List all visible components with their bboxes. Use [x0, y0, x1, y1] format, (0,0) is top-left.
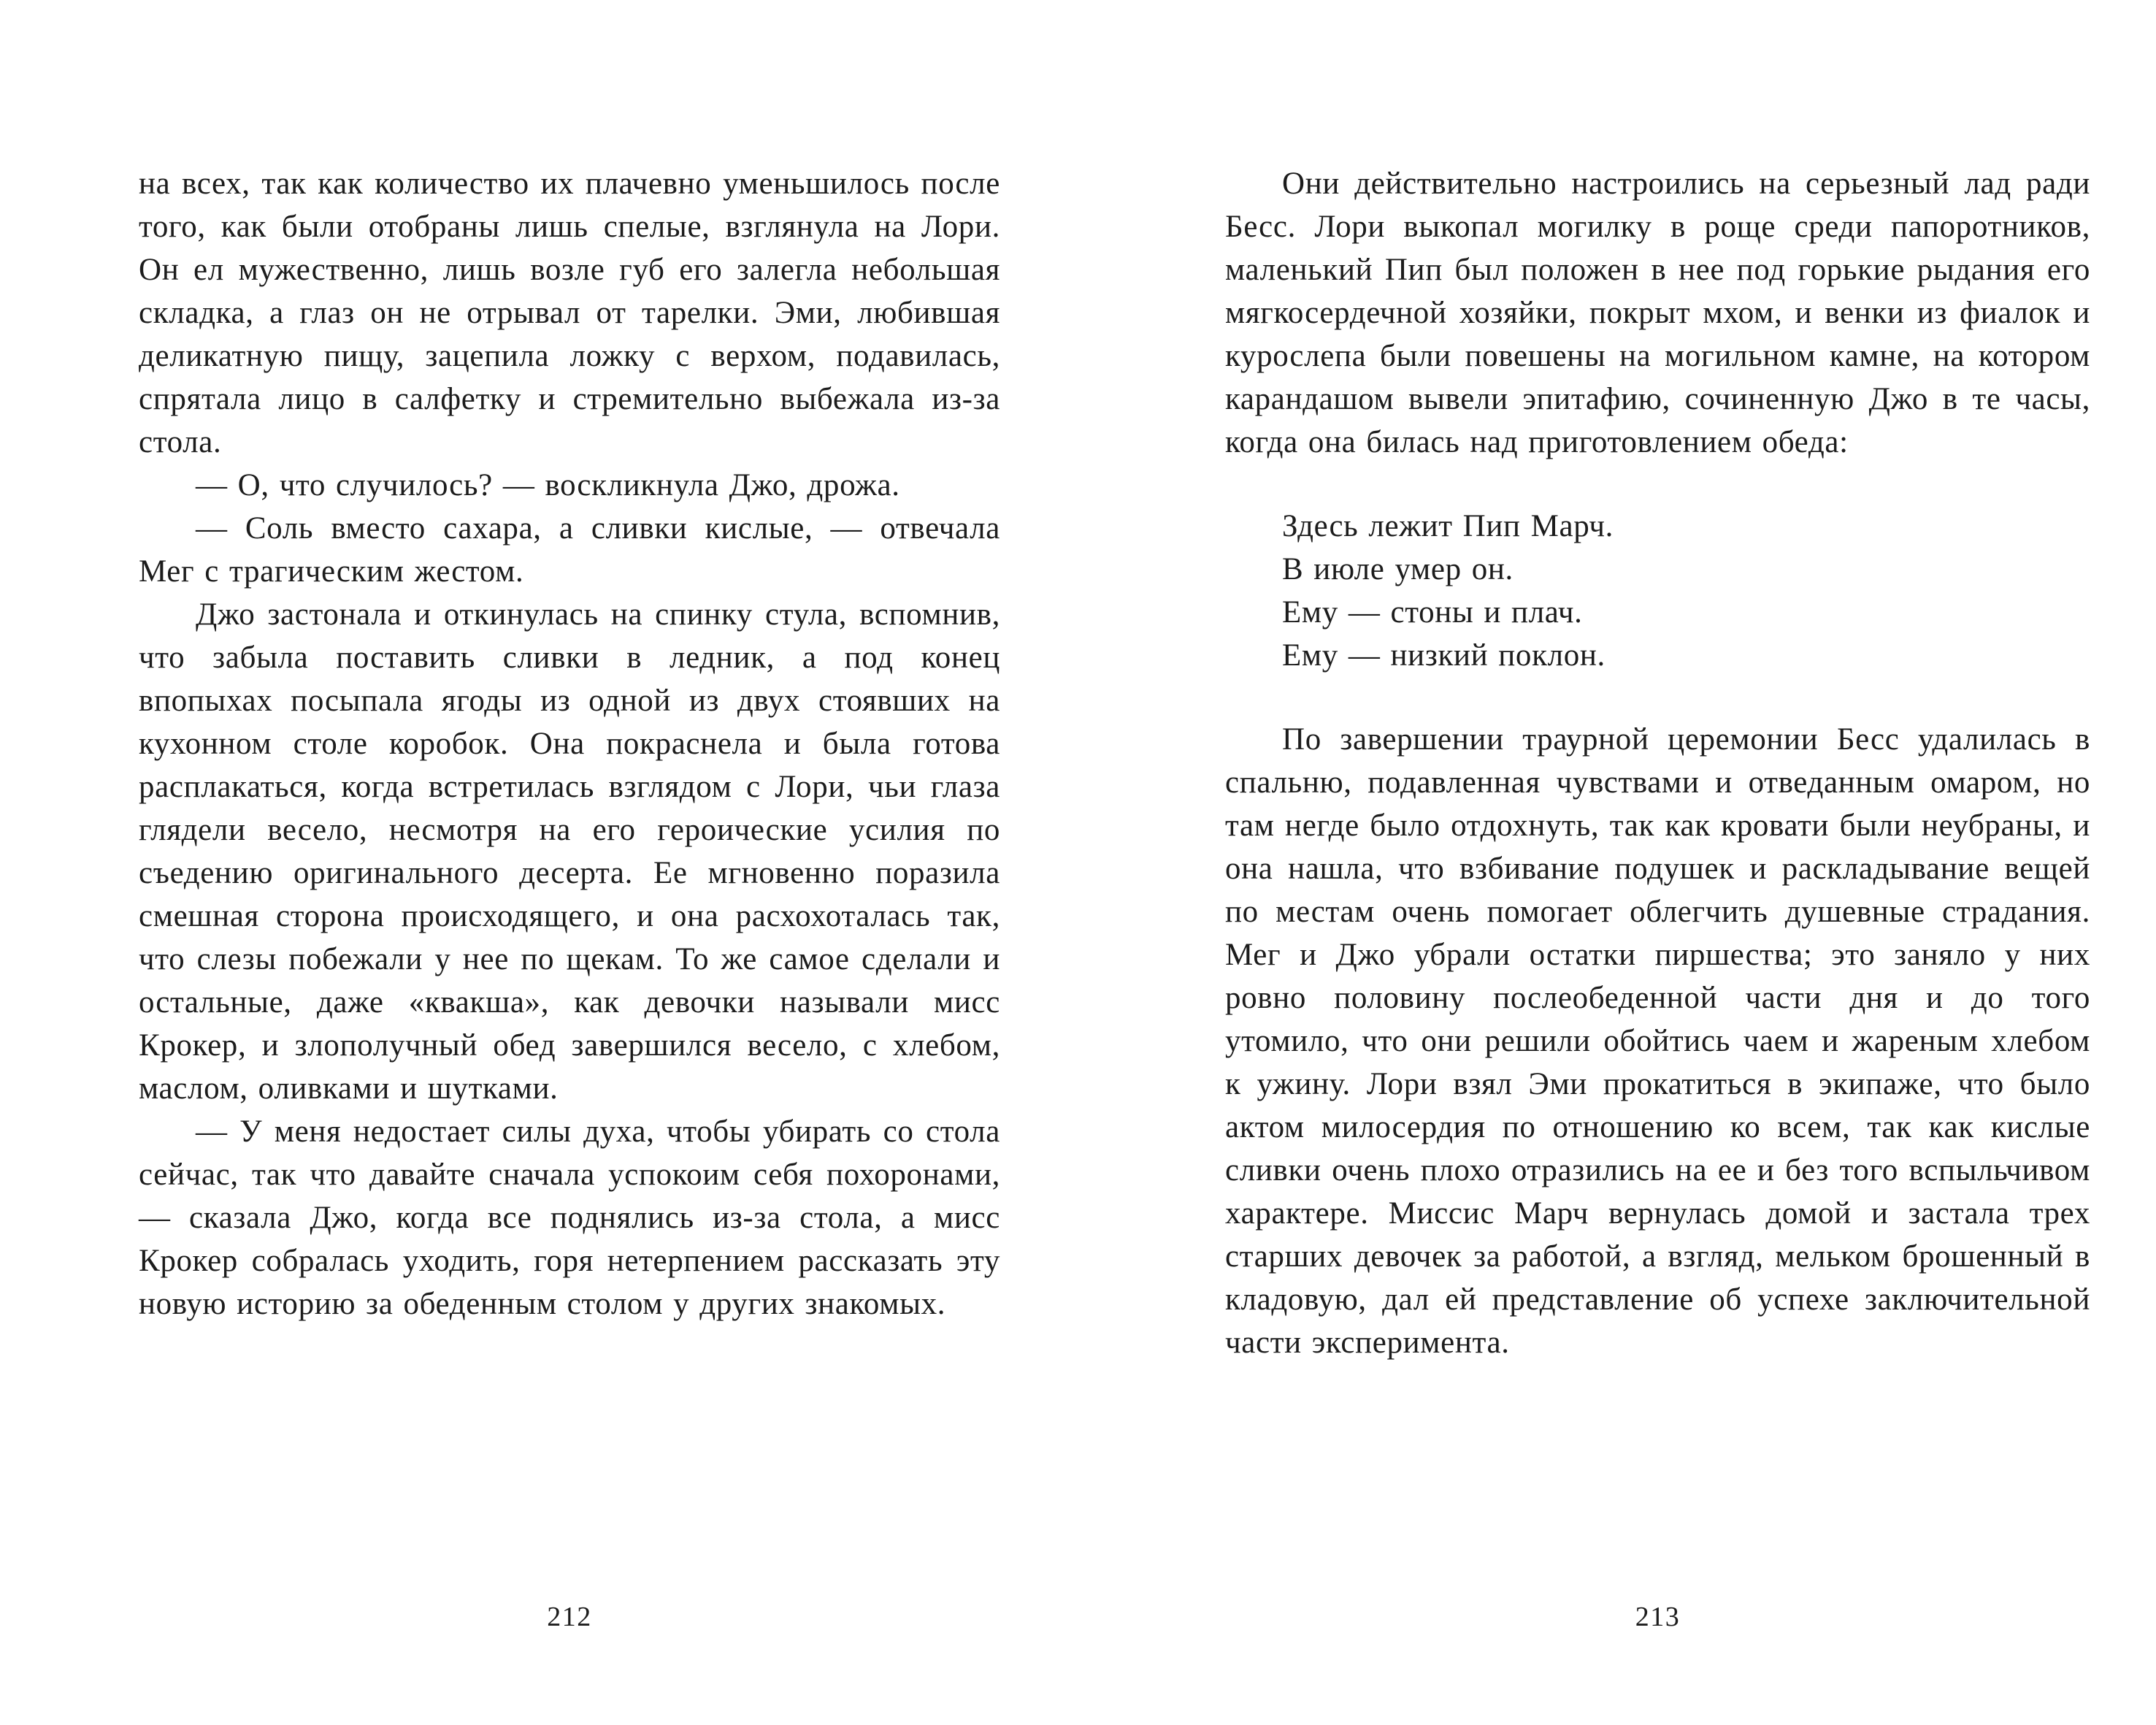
page-left-text [139, 162, 1000, 1326]
page-right [1225, 0, 2090, 1725]
paragraph: Они действительно настроились на серьезный лад ради Бесс. Лори выкопал могилку в роще среди папоротников, маленький Пип был положен в нее под горькие рыдания его мягкосердечной хозяйки, покрыт мхом, и венки из фиалок и курослепа были повешены на могильном камне, на котором карандашом вывели эпитафию, сочиненную Джо в те часы, когда она билась над приготовлением обеда: [1225, 167, 2090, 459]
verse-line: Здесь лежит Пип Марч. [1282, 509, 1614, 543]
page-left [139, 0, 1000, 1725]
verse-line: Ему — стоны и плач. [1282, 595, 1583, 630]
verse-line: В июле умер он. [1282, 552, 1514, 586]
epitaph-verse [1282, 505, 2090, 677]
paragraph: По завершении траурной церемонии Бесс удалилась в спальню, подавленная чувствами и отведанным омаром, но там негде было отдохнуть, так как кровати были неубраны, и она нашла, что взбивание подушек и раскладывание вещей по местам очень помогает облегчить душевные страдания. Мег и Джо убрали остатки пиршества; это заняло у них ровно половину послеобеденной части дня и до того утомило, что они решили обойтись чаем и жареным хлебом к ужину. Лори взял Эми прокатиться в экипаже, что было актом милосердия по отношению ко всем, так как кислые сливки очень плохо отразились на ее и без того вспыльчивом характере. Миссис Марч вернулась домой и застала трех старших девочек за работой, а взгляд, мельком брошенный в кладовую, дал ей представление об успехе заключительной части эксперимента. [1225, 722, 2090, 1360]
paragraph: — О, что случилось? — воскликнула Джо, дрожа. [196, 468, 900, 502]
paragraph: Джо застонала и откинулась на спинку стула, вспомнив, что забыла поставить сливки в ледник, а под конец впопыхах посыпала ягоды из одной из двух стоявших на кухонном столе коробок. Она покраснела и была готова расплакаться, когда встретилась взглядом с Лори, чьи глаза глядели весело, несмотря на его героические усилия по съедению оригинального десерта. Ее мгновенно поразила смешная сторона происходящего, и она расхохоталась так, что слезы побежали у нее по щекам. То же самое сделали и остальные, даже «квакша», как девочки называли мисс Крокер, и злополучный обед завершился весело, с хлебом, маслом, оливками и шутками. [139, 597, 1000, 1106]
verse-line: Ему — низкий поклон. [1282, 638, 1606, 673]
paragraph: на всех, так как количество их плачевно уменьшилось после того, как были отобраны лишь спелые, взглянула на Лори. Он ел мужественно, лишь возле губ его залегла небольшая складка, а глаз он не отрывал от тарелки. Эми, любившая деликатную пищу, зацепила ложку с верхом, подавилась, спрятала лицо в салфетку и стремительно выбежала из-за стола. [139, 167, 1000, 459]
page-number-right: 213 [1635, 1602, 1681, 1632]
paragraph: — Соль вместо сахара, а сливки кислые, — отвечала Мег с трагическим жестом. [139, 511, 1000, 589]
page-right-text [1225, 162, 2090, 1364]
paragraph: — У меня недостает силы духа, чтобы убирать со стола сейчас, так что давайте сначала успокоим себя похоронами, — сказала Джо, когда все поднялись из-за стола, а мисс Крокер собралась уходить, горя нетерпением рассказать эту новую историю за обеденным столом у других знакомых. [139, 1114, 1000, 1321]
page-number-left: 212 [547, 1602, 592, 1632]
